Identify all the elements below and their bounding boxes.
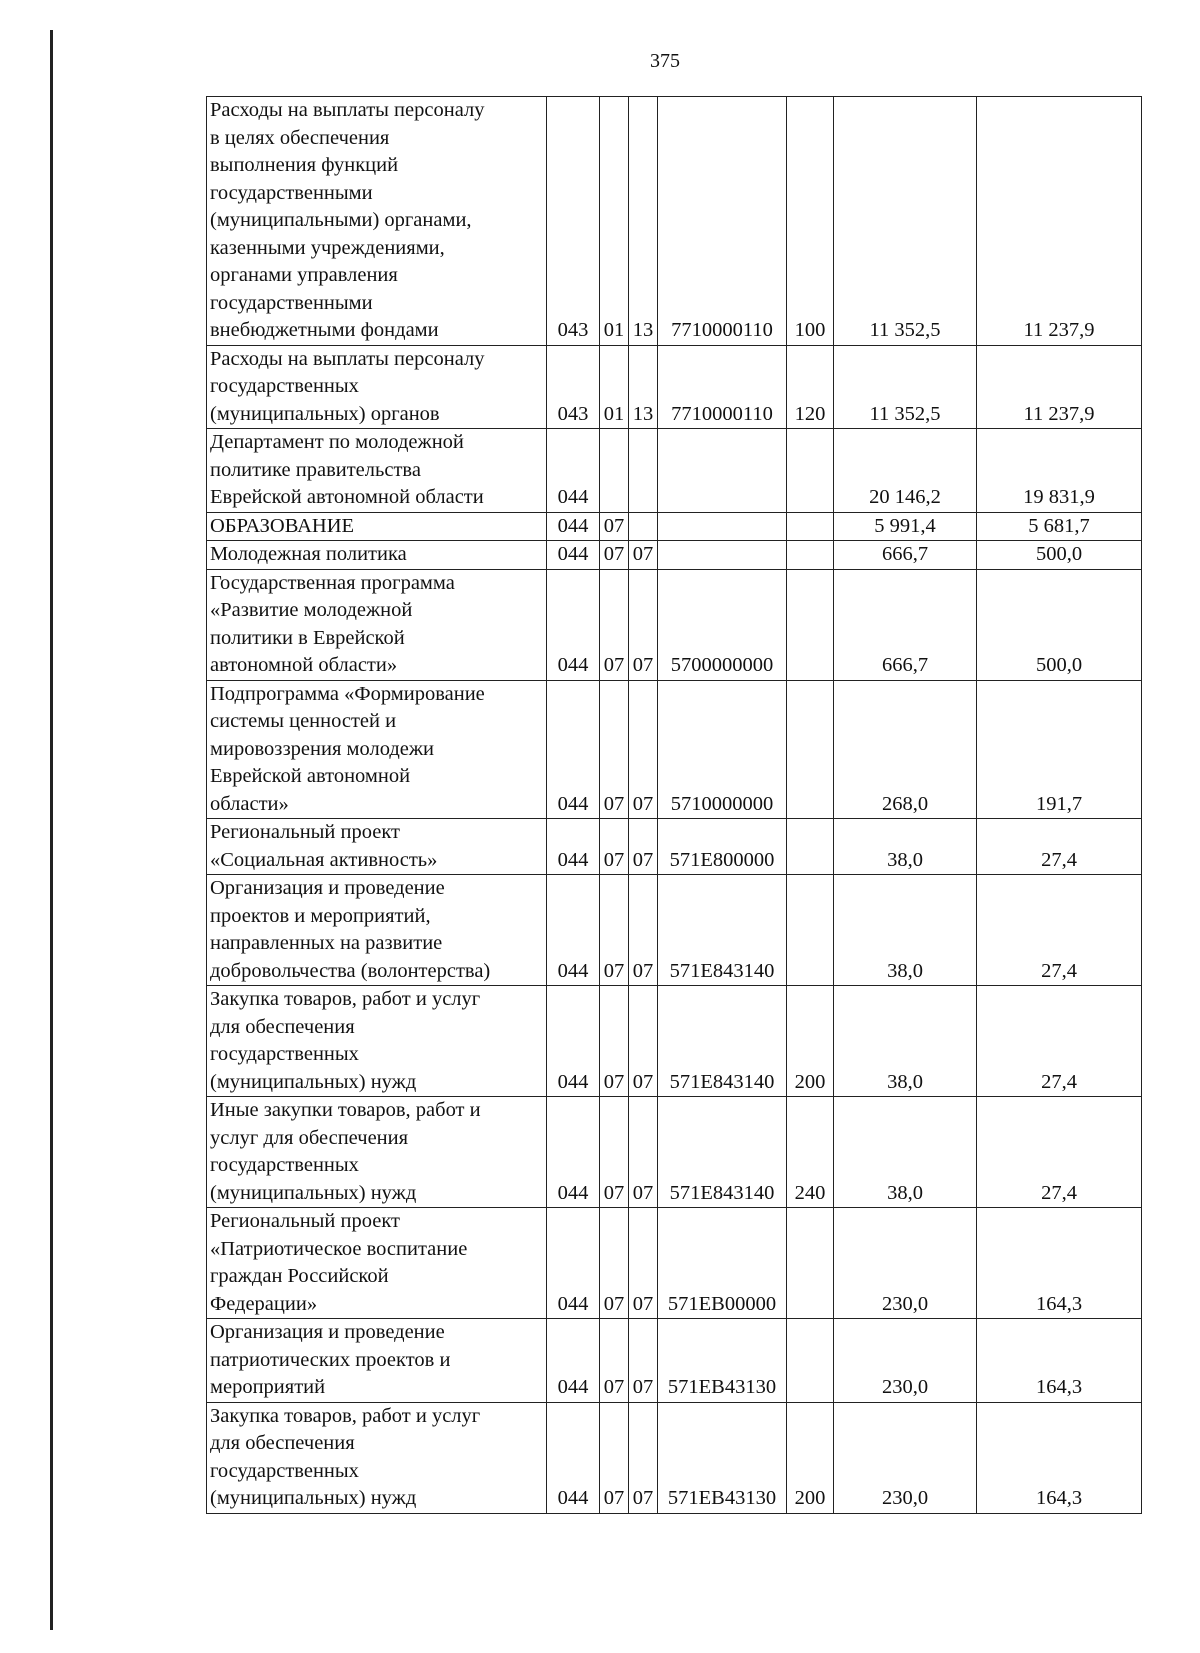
item-name-cell <box>207 569 547 680</box>
subsection-code-cell: 07 <box>629 1319 658 1403</box>
target-item-cell: 5710000000 <box>658 680 787 819</box>
item-name-line: Региональный проект <box>210 1210 400 1232</box>
amount-year1-cell: 230,0 <box>834 1208 977 1319</box>
subsection-code-cell: 07 <box>629 541 658 570</box>
table-row <box>207 1208 1142 1319</box>
ministry-code-cell: 044 <box>547 541 600 570</box>
item-name-cell <box>207 680 547 819</box>
amount-year1-cell: 268,0 <box>834 680 977 819</box>
section-code-cell: 07 <box>600 680 629 819</box>
expense-type-cell: 200 <box>787 986 834 1097</box>
item-name-line: Федерации» <box>210 1292 318 1315</box>
item-name-line: направленных на развитие <box>210 932 443 954</box>
item-name-cell <box>207 875 547 986</box>
section-code-cell: 07 <box>600 1097 629 1208</box>
item-name-line: политике правительства <box>210 458 421 481</box>
item-name-line: «Развитие молодежной <box>210 599 413 621</box>
expense-type-cell <box>787 541 834 570</box>
amount-year1-cell: 5 991,4 <box>834 512 977 541</box>
subsection-code-cell: 07 <box>629 680 658 819</box>
target-item-cell: 571EB00000 <box>658 1208 787 1319</box>
table-row <box>207 1319 1142 1403</box>
item-name-line: Еврейской автономной области <box>210 486 484 508</box>
section-code-cell: 07 <box>600 1402 629 1513</box>
item-name-line: (муниципальных) органов <box>210 402 440 425</box>
amount-year1-cell: 230,0 <box>834 1402 977 1513</box>
item-name-line: Подпрограмма «Формирование <box>210 682 485 705</box>
expense-type-cell: 240 <box>787 1097 834 1208</box>
ministry-code-cell: 044 <box>547 1319 600 1403</box>
expense-type-cell <box>787 512 834 541</box>
target-item-cell: 7710000110 <box>658 345 787 429</box>
item-name-line: Департамент по молодежной <box>210 431 464 453</box>
amount-year2-cell: 164,3 <box>977 1319 1142 1403</box>
item-name-cell <box>207 97 547 346</box>
amount-year2-cell: 191,7 <box>977 680 1142 819</box>
item-name-line: ОБРАЗОВАНИЕ <box>210 514 355 537</box>
target-item-cell <box>658 512 787 541</box>
amount-year2-cell: 11 237,9 <box>977 345 1142 429</box>
target-item-cell: 571E843140 <box>658 875 787 986</box>
table-row <box>207 986 1142 1097</box>
item-name-cell <box>207 1319 547 1403</box>
amount-year2-cell: 164,3 <box>977 1402 1142 1513</box>
subsection-code-cell: 13 <box>629 97 658 346</box>
item-name-line: мероприятий <box>210 1376 326 1398</box>
target-item-cell: 7710000110 <box>658 97 787 346</box>
item-name-cell <box>207 1402 547 1513</box>
item-name-line: Закупка товаров, работ и услуг <box>210 988 481 1010</box>
subsection-code-cell: 07 <box>629 819 658 875</box>
item-name-line: Закупка товаров, работ и услуг <box>210 1404 481 1427</box>
item-name-cell <box>207 1208 547 1319</box>
section-code-cell: 01 <box>600 97 629 346</box>
item-name-cell <box>207 541 547 570</box>
table-row <box>207 541 1142 570</box>
target-item-cell: 571EB43130 <box>658 1319 787 1403</box>
ministry-code-cell: 044 <box>547 1097 600 1208</box>
item-name-line: Организация и проведение <box>210 1321 445 1343</box>
item-name-line: (муниципальных) нужд <box>210 1487 417 1509</box>
amount-year1-cell: 38,0 <box>834 1097 977 1208</box>
ministry-code-cell: 044 <box>547 429 600 513</box>
item-name-line: Региональный проект <box>210 821 400 843</box>
item-name-line: внебюджетными фондами <box>210 319 439 341</box>
item-name-line: (муниципальных) нужд <box>210 1070 417 1093</box>
item-name-line: государственных <box>210 1154 359 1176</box>
table-row <box>207 875 1142 986</box>
amount-year2-cell: 5 681,7 <box>977 512 1142 541</box>
ministry-code-cell: 044 <box>547 680 600 819</box>
ministry-code-cell: 044 <box>547 1402 600 1513</box>
table-row <box>207 512 1142 541</box>
item-name-cell <box>207 986 547 1097</box>
table-row <box>207 345 1142 429</box>
item-name-line: в целях обеспечения <box>210 126 390 149</box>
amount-year1-cell: 666,7 <box>834 541 977 570</box>
item-name-line: мировоззрения молодежи <box>210 737 435 760</box>
target-item-cell: 571EB43130 <box>658 1402 787 1513</box>
item-name-cell <box>207 819 547 875</box>
amount-year2-cell: 500,0 <box>977 541 1142 570</box>
ministry-code-cell: 043 <box>547 345 600 429</box>
subsection-code-cell <box>629 429 658 513</box>
table-row <box>207 429 1142 513</box>
item-name-cell <box>207 345 547 429</box>
item-name-line: государственными <box>210 291 373 314</box>
table-row <box>207 819 1142 875</box>
table-row <box>207 97 1142 346</box>
section-code-cell: 07 <box>600 1208 629 1319</box>
subsection-code-cell: 07 <box>629 875 658 986</box>
item-name-line: патриотических проектов и <box>210 1348 451 1371</box>
binding-line <box>50 30 53 1630</box>
page-number: 375 <box>650 50 680 72</box>
section-code-cell <box>600 429 629 513</box>
ministry-code-cell: 044 <box>547 1208 600 1319</box>
item-name-line: политики в Еврейской <box>210 626 405 649</box>
item-name-line: казенными учреждениями, <box>210 236 445 259</box>
amount-year1-cell: 38,0 <box>834 986 977 1097</box>
expense-type-cell: 200 <box>787 1402 834 1513</box>
item-name-line: Еврейской автономной <box>210 765 411 787</box>
item-name-line: «Патриотическое воспитание <box>210 1237 468 1260</box>
amount-year1-cell: 11 352,5 <box>834 345 977 429</box>
item-name-line: Организация и проведение <box>210 877 445 899</box>
section-code-cell: 07 <box>600 512 629 541</box>
amount-year1-cell: 38,0 <box>834 875 977 986</box>
amount-year2-cell: 27,4 <box>977 1097 1142 1208</box>
table-row <box>207 680 1142 819</box>
amount-year2-cell: 27,4 <box>977 986 1142 1097</box>
item-name-line: органами управления <box>210 264 398 286</box>
item-name-line: для обеспечения <box>210 1015 355 1038</box>
amount-year2-cell: 164,3 <box>977 1208 1142 1319</box>
table-row <box>207 1402 1142 1513</box>
ministry-code-cell: 044 <box>547 569 600 680</box>
amount-year2-cell: 500,0 <box>977 569 1142 680</box>
ministry-code-cell: 044 <box>547 986 600 1097</box>
item-name-line: граждан Российской <box>210 1265 389 1287</box>
ministry-code-cell: 044 <box>547 819 600 875</box>
section-code-cell: 01 <box>600 345 629 429</box>
item-name-line: услуг для обеспечения <box>210 1126 409 1149</box>
item-name-cell <box>207 429 547 513</box>
item-name-line: выполнения функций <box>210 154 399 176</box>
item-name-line: Расходы на выплаты персоналу <box>210 347 485 370</box>
ministry-code-cell: 043 <box>547 97 600 346</box>
item-name-line: автономной области» <box>210 654 398 676</box>
section-code-cell: 07 <box>600 1319 629 1403</box>
table-row <box>207 1097 1142 1208</box>
expense-type-cell <box>787 819 834 875</box>
item-name-line: государственных <box>210 1459 359 1482</box>
target-item-cell: 571E843140 <box>658 1097 787 1208</box>
section-code-cell: 07 <box>600 569 629 680</box>
subsection-code-cell: 07 <box>629 986 658 1097</box>
amount-year2-cell: 19 831,9 <box>977 429 1142 513</box>
expense-type-cell <box>787 569 834 680</box>
section-code-cell: 07 <box>600 541 629 570</box>
subsection-code-cell: 13 <box>629 345 658 429</box>
section-code-cell: 07 <box>600 875 629 986</box>
item-name-line: Иные закупки товаров, работ и <box>210 1099 481 1121</box>
table-row <box>207 569 1142 680</box>
item-name-line: (муниципальных) нужд <box>210 1181 417 1204</box>
expense-type-cell <box>787 1208 834 1319</box>
amount-year2-cell: 11 237,9 <box>977 97 1142 346</box>
subsection-code-cell: 07 <box>629 1097 658 1208</box>
amount-year1-cell: 230,0 <box>834 1319 977 1403</box>
target-item-cell: 571E843140 <box>658 986 787 1097</box>
expense-type-cell <box>787 680 834 819</box>
item-name-line: области» <box>210 792 289 815</box>
section-code-cell: 07 <box>600 986 629 1097</box>
ministry-code-cell: 044 <box>547 875 600 986</box>
item-name-line: Государственная программа <box>210 571 455 594</box>
amount-year2-cell: 27,4 <box>977 819 1142 875</box>
expense-type-cell: 120 <box>787 345 834 429</box>
expense-type-cell <box>787 875 834 986</box>
amount-year1-cell: 38,0 <box>834 819 977 875</box>
target-item-cell: 571E800000 <box>658 819 787 875</box>
item-name-line: Расходы на выплаты персоналу <box>210 99 485 121</box>
item-name-line: (муниципальными) органами, <box>210 209 472 231</box>
amount-year1-cell: 11 352,5 <box>834 97 977 346</box>
subsection-code-cell: 07 <box>629 1208 658 1319</box>
item-name-line: государственными <box>210 181 373 204</box>
item-name-cell <box>207 512 547 541</box>
amount-year1-cell: 20 146,2 <box>834 429 977 513</box>
item-name-line: добровольчества (волонтерства) <box>210 959 491 982</box>
subsection-code-cell <box>629 512 658 541</box>
item-name-line: государственных <box>210 1043 359 1065</box>
target-item-cell <box>658 429 787 513</box>
budget-table <box>206 96 1142 1514</box>
target-item-cell <box>658 541 787 570</box>
item-name-line: для обеспечения <box>210 1432 355 1454</box>
expense-type-cell <box>787 429 834 513</box>
item-name-line: «Социальная активность» <box>210 848 438 871</box>
item-name-line: системы ценностей и <box>210 710 397 732</box>
table-body <box>207 97 1142 1514</box>
amount-year2-cell: 27,4 <box>977 875 1142 986</box>
amount-year1-cell: 666,7 <box>834 569 977 680</box>
item-name-line: государственных <box>210 375 359 397</box>
expense-type-cell: 100 <box>787 97 834 346</box>
item-name-line: Молодежная политика <box>210 543 407 565</box>
expense-type-cell <box>787 1319 834 1403</box>
section-code-cell: 07 <box>600 819 629 875</box>
target-item-cell: 5700000000 <box>658 569 787 680</box>
subsection-code-cell: 07 <box>629 569 658 680</box>
item-name-line: проектов и мероприятий, <box>210 904 431 927</box>
item-name-cell <box>207 1097 547 1208</box>
subsection-code-cell: 07 <box>629 1402 658 1513</box>
ministry-code-cell: 044 <box>547 512 600 541</box>
